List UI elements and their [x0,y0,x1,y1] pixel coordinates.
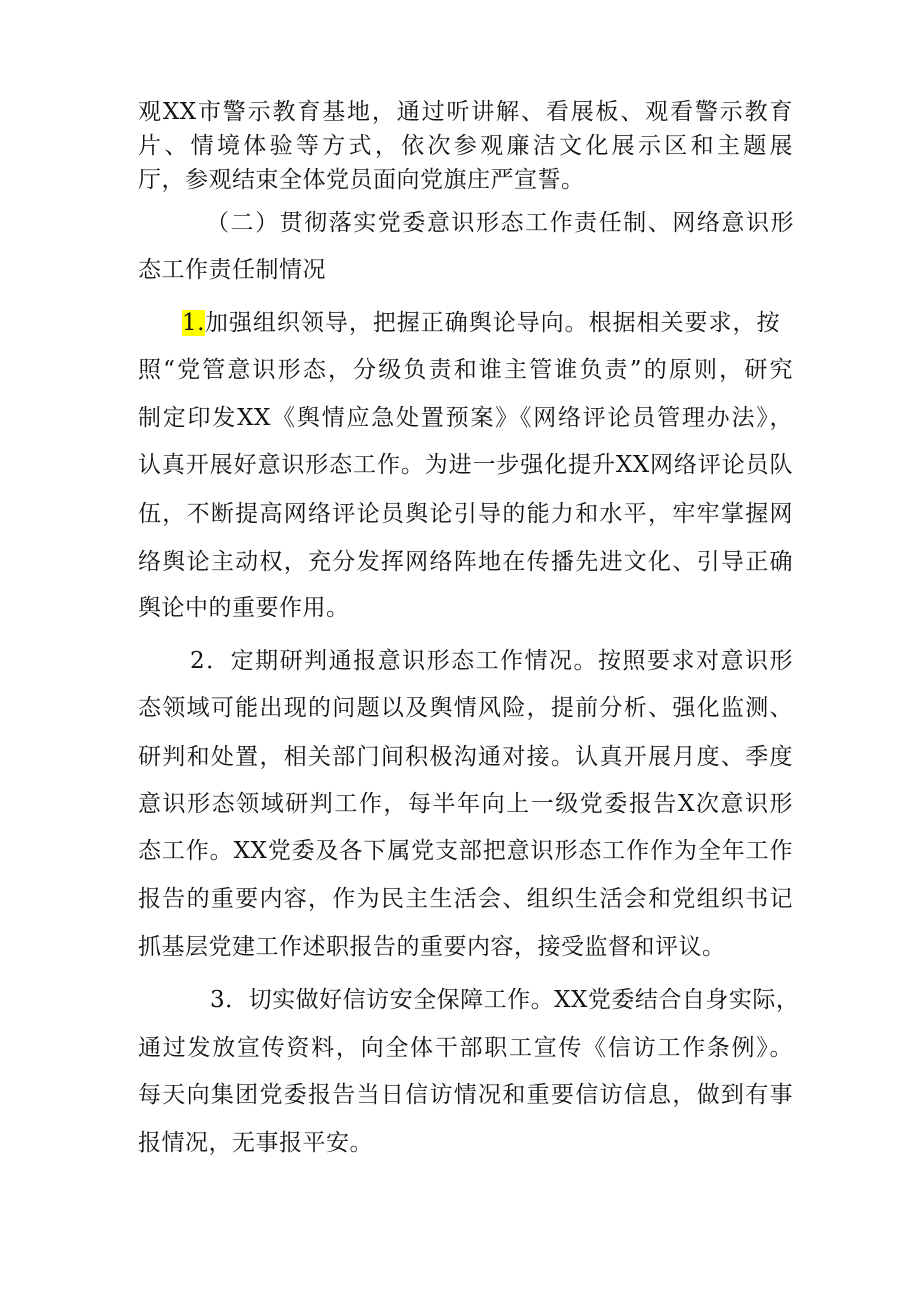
text-line: 抓基层党建工作述职报告的重要内容，接受监督和评议。 [138,934,726,960]
item-3-first-line: 3．切实做好信访安全保障工作。XX党委结合自身实际， [210,987,800,1013]
section-heading-continued: 态工作责任制情况 [138,257,326,283]
item-2-first-line: 2．定期研判通报意识形态工作情况。按照要求对意识形 [190,648,793,674]
text-line: 态领域可能出现的问题以及舆情风险，提前分析、强化监测、 [138,695,793,721]
text-line: 研判和处置，相关部门间积极沟通对接。认真开展月度、季度 [138,744,793,770]
text-line: 通过发放宣传资料，向全体干部职工宣传《信访工作条例》。 [138,1035,793,1061]
text-line: 片、情境体验等方式，依次参观廉洁文化展示区和主题展 [138,133,793,159]
item-1-first-line: 1.加强组织领导，把握正确舆论导向。根据相关要求，按 [182,310,780,336]
text-line: 意识形态领域研判工作，每半年向上一级党委报告X次意识形 [138,791,793,817]
text-line: 每天向集团党委报告当日信访情况和重要信访信息，做到有事 [138,1082,793,1108]
text-line: 制定印发XX《舆情应急处置预案》《网络评论员管理办法》， [138,405,793,431]
text-line: 厅，参观结束全体党员面向党旗庄严宣誓。 [138,167,585,193]
text-line: 伍，不断提高网络评论员舆论引导的能力和水平，牢牢掌握网 [138,501,793,527]
item-1-number-highlight: 1. [182,310,205,336]
text-line: 照“党管意识形态，分级负责和谁主管谁负责”的原则，研究 [138,357,793,383]
text-line: 观XX市警示教育基地，通过听讲解、看展板、观看警示教育 [138,99,793,125]
text-line: 舆论中的重要作用。 [138,595,350,621]
text-line: 态工作。XX党委及各下属党支部把意识形态工作作为全年工作 [138,838,793,864]
text-line: 报告的重要内容，作为民主生活会、组织生活会和党组织书记 [138,886,793,912]
text-line: 络舆论主动权，充分发挥网络阵地在传播先进文化、引导正确 [138,549,793,575]
text-line: 认真开展好意识形态工作。为进一步强化提升XX网络评论员队 [138,452,793,478]
text-line: 报情况，无事报平安。 [138,1130,373,1156]
section-heading: （二）贯彻落实党委意识形态工作责任制、网络意识形 [206,210,794,236]
